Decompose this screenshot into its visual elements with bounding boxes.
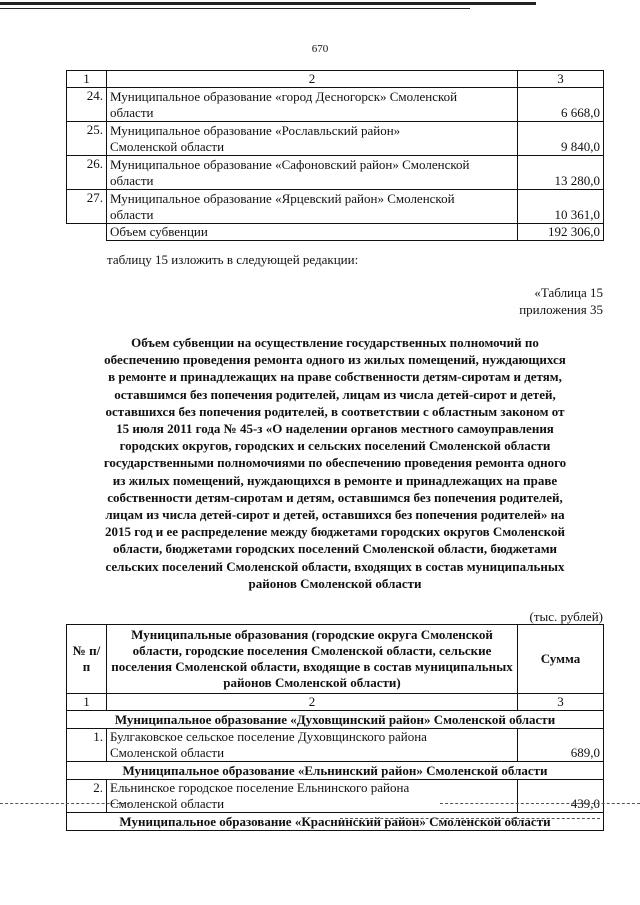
table-header-row (67, 625, 604, 694)
row-name-line: Муниципальное образование «город Десногорск» Смоленской (110, 89, 458, 104)
row-name-line: Смоленской области (110, 139, 225, 154)
row-number: 26. (67, 156, 107, 190)
title-line: 2015 год и ее распределение между бюджетами городских округов Смоленской (105, 524, 565, 540)
title-line: оставшихся без попечения родителей, в соответствии с областным законом от (105, 403, 565, 419)
row-name (107, 156, 518, 190)
amendment-note: таблицу 15 изложить в следующей редакции: (107, 252, 359, 267)
section-title: Муниципальное образование «Духовщинский район» Смоленской области (67, 711, 604, 729)
table-row (67, 122, 604, 156)
row-number: 2. (67, 780, 107, 813)
title-line: области, бюджетами городских поселений Смоленской области, бюджетами (112, 541, 558, 557)
table-row (67, 729, 604, 762)
row-sum: 9 840,0 (518, 122, 604, 156)
scan-artifact-dash (340, 818, 600, 819)
empty-cell (67, 224, 107, 241)
title-line: в ремонте и принадлежащих на праве собственности детям-сиротам и детям, (108, 369, 562, 385)
col-index: 1 (67, 694, 107, 711)
title-line: обеспечению проведения ремонта одного из жилых помещений, нуждающихся (104, 352, 566, 368)
table-row (67, 156, 604, 190)
scan-artifact-dash (0, 803, 130, 804)
row-name-line: области (110, 105, 154, 120)
appendix-caption: приложения 35 (519, 302, 603, 317)
header-sum: Сумма (518, 625, 604, 694)
title-line: собственности детям-сиротам и детям, оставшимся без попечения родителей, (107, 489, 563, 505)
row-name-line: Булгаковское сельское поселение Духовщинского района (110, 729, 427, 744)
row-number: 1. (67, 729, 107, 762)
col-index: 3 (518, 694, 604, 711)
table-row (67, 190, 604, 224)
title-line: сельских поселений Смоленской области, входящих в состав муниципальных (105, 558, 565, 574)
scan-artifact-dash (440, 803, 640, 804)
title-line: оставшимся без попечения родителей, лицам из числа детей-сирот и детей, (114, 386, 556, 402)
row-sum: 689,0 (518, 729, 604, 762)
title-line: городских округов, городских и сельских поселений Смоленской области (119, 438, 551, 454)
row-name (107, 122, 518, 156)
column-index-row (67, 71, 604, 88)
title-line: 15 июля 2011 года № 45-з «О наделении органов местного самоуправления (116, 421, 554, 437)
row-sum: 439,0 (518, 780, 604, 813)
scan-top-border (0, 2, 536, 5)
col-index: 1 (67, 71, 107, 88)
row-name-line: области (110, 207, 154, 222)
row-name-line: Ельнинское городское поселение Ельнинского района (110, 780, 410, 795)
col-index: 2 (107, 694, 518, 711)
row-name (107, 190, 518, 224)
row-name-line: области (110, 173, 154, 188)
row-name (107, 780, 518, 813)
row-number: 27. (67, 190, 107, 224)
title-line: лицам из числа детей-сирот и детей, оставшихся без попечения родителей» на (105, 507, 565, 523)
row-name-line: Муниципальное образование «Ярцевский район» Смоленской (110, 191, 455, 206)
section-title: Муниципальное образование «Ельнинский район» Смоленской области (67, 762, 604, 780)
header-name: Муниципальные образования (городские округа Смоленской области, городские поселения Смоленской области, сельские поселения Смоленской области, входящие в состав муниципальных районов Смоленской области) (107, 625, 518, 694)
row-sum: 10 361,0 (518, 190, 604, 224)
row-number: 25. (67, 122, 107, 156)
units-label: (тыс. рублей) (529, 609, 603, 624)
title-line: государственными полномочиями по обеспечению проведения ремонта одного (103, 455, 567, 471)
row-name-line: Смоленской области (110, 796, 225, 811)
table-row (67, 88, 604, 122)
row-name (107, 88, 518, 122)
total-sum: 192 306,0 (518, 224, 604, 241)
col-index: 3 (518, 71, 604, 88)
total-label: Объем субвенции (107, 224, 518, 241)
header-number: № п/п (67, 625, 107, 694)
previous-table-continuation (66, 70, 604, 241)
total-row (67, 224, 604, 241)
scan-top-border-thin (0, 8, 470, 9)
title-line: из жилых помещений, нуждающихся в ремонте и принадлежащих на праве (112, 472, 558, 488)
row-name-line: Муниципальное образование «Сафоновский район» Смоленской (110, 157, 470, 172)
section-row (67, 762, 604, 780)
table-row (67, 780, 604, 813)
subvention-table (66, 624, 604, 831)
row-sum: 13 280,0 (518, 156, 604, 190)
page-number: 670 (311, 43, 329, 55)
section-row (67, 813, 604, 831)
title-line: Объем субвенции на осуществление государственных полномочий по (131, 335, 539, 350)
section-title: Муниципальное образование «Краснинский район» Смоленской области (67, 813, 604, 831)
col-index: 2 (107, 71, 518, 88)
row-sum: 6 668,0 (518, 88, 604, 122)
table-title (66, 334, 604, 592)
table-caption: «Таблица 15 (534, 285, 603, 300)
row-name-line: Муниципальное образование «Рославльский район» (110, 123, 401, 138)
title-line: районов Смоленской области (248, 575, 422, 591)
row-number: 24. (67, 88, 107, 122)
row-name (107, 729, 518, 762)
column-index-row (67, 694, 604, 711)
section-row (67, 711, 604, 729)
row-name-line: Смоленской области (110, 745, 225, 760)
